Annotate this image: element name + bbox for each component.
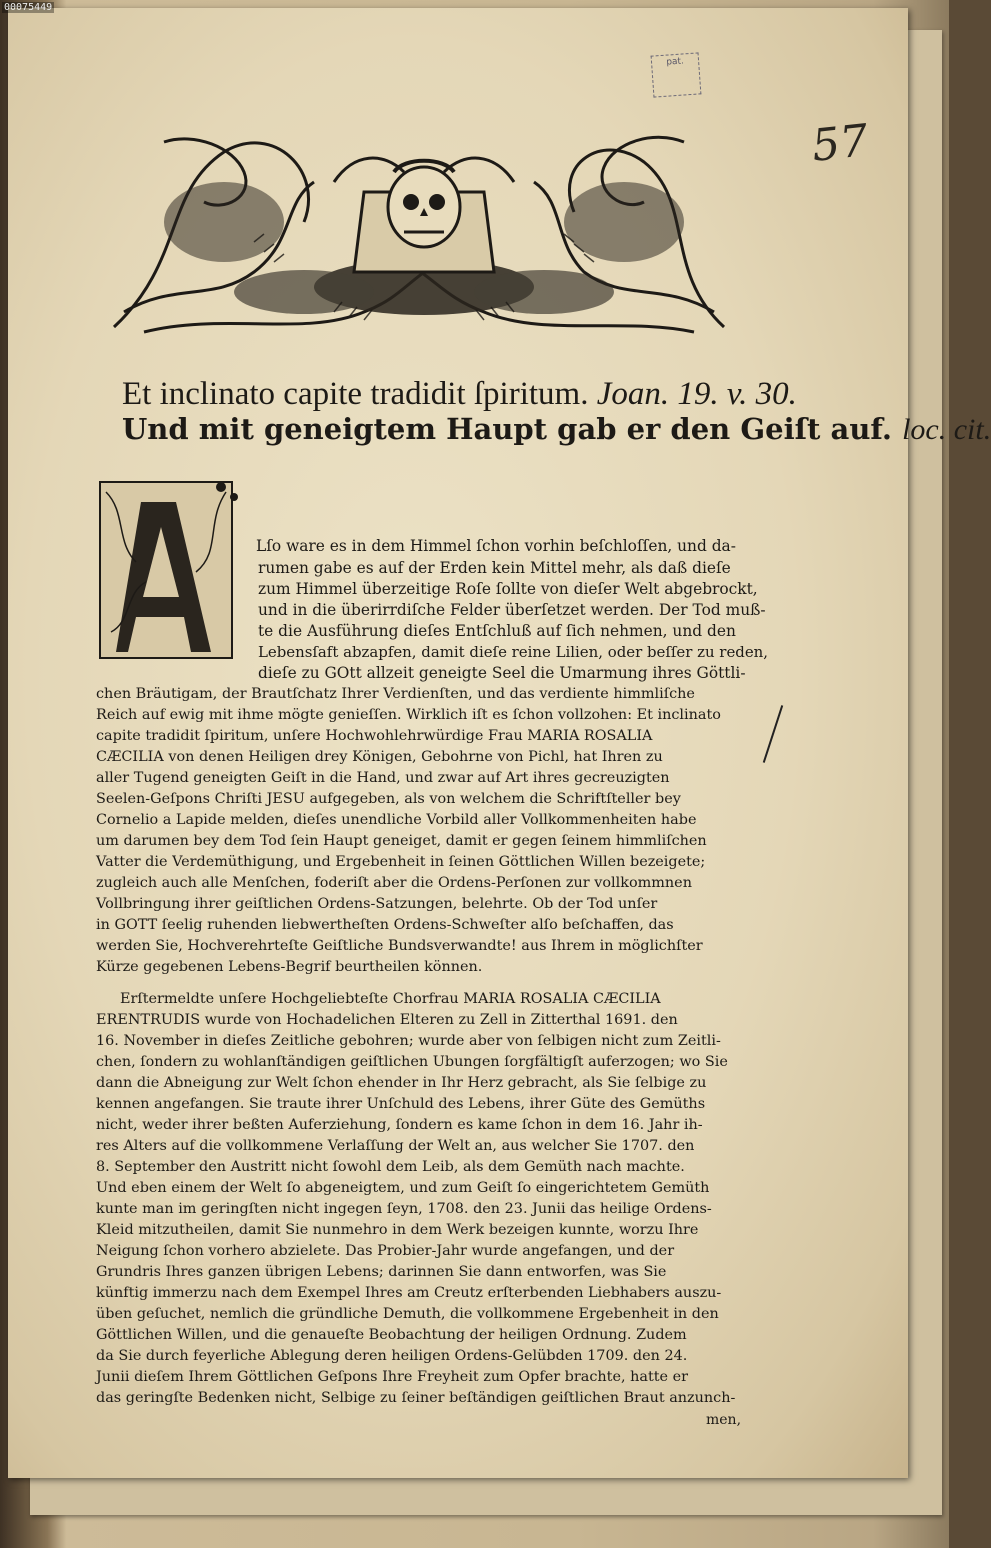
text-line: Junii dieſem Ihrem Göttlichen Geſpons Ihre Freyheit zum Opfer brachte, hatte er bbox=[96, 1369, 689, 1385]
german-reference: loc. cit. bbox=[902, 413, 991, 446]
text-line: Grundris Ihres ganzen übrigen Lebens; darinnen Sie dann entworfen, was Sie bbox=[96, 1264, 667, 1280]
archive-id-label: 00075449 bbox=[4, 2, 53, 13]
text-line: Vatter die Verdemüthigung, und Ergebenheit in ſeinen Göttlichen Willen bezeigete; bbox=[96, 854, 706, 870]
text-line: dieſe zu GOtt allzeit geneigte Seel die Umarmung ihres Göttli- bbox=[258, 664, 746, 682]
text-line: capite tradidit ſpiritum, unſere Hochwohlehrwürdige Frau MARIA ROSALIA bbox=[96, 728, 653, 744]
text-line: um darumen bey dem Tod ſein Haupt geneiget, damit er gegen ſeinem himmliſchen bbox=[96, 833, 707, 849]
text-line: zum Himmel überzeitige Roſe ſollte von dieſer Welt abgebrockt, bbox=[258, 580, 758, 598]
latin-heading-text: Et inclinato capite tradidit ſpiritum. bbox=[122, 376, 589, 412]
text-line: Erſtermeldte unſere Hochgeliebteſte Chorfrau MARIA ROSALIA CÆCILIA bbox=[120, 991, 661, 1007]
text-line: te die Ausführung dieſes Entſchluß auf ſich nehmen, und den bbox=[258, 622, 736, 640]
text-line: künftig immerzu nach dem Exempel Ihres am Creutz erſterbenden Liebhabers auszu- bbox=[96, 1285, 722, 1301]
text-line: Cornelio a Lapide melden, dieſes unendliche Vorbild aller Vollkommenheiten habe bbox=[96, 812, 697, 828]
catchword: men, bbox=[706, 1412, 742, 1428]
text-line: aller Tugend geneigten Geiſt in die Hand, und zwar auf Art ihres gecreuzigten bbox=[96, 770, 670, 786]
text-line: da Sie durch feyerliche Ablegung deren heiligen Ordens-Gelübden 1709. den 24. bbox=[96, 1348, 688, 1364]
text-line: Vollbringung ihrer geiſtlichen Ordens-Satzungen, belehrte. Ob der Tod unſer bbox=[96, 896, 658, 912]
text-line: 8. September den Austritt nicht ſowohl dem Leib, als dem Gemüth nach machte. bbox=[96, 1159, 685, 1175]
german-heading-text: Und mit geneigtem Haupt gab er den Geiſt auf. bbox=[122, 412, 892, 446]
text-line: Seelen-Geſpons Chriſti JESU aufgegeben, als von welchem die Schriftſteller bey bbox=[96, 791, 681, 807]
text-line: Und eben einem der Welt ſo abgeneigtem, und zum Geiſt ſo eingerichtetem Gemüth bbox=[96, 1180, 710, 1196]
text-line: dann die Abneigung zur Welt ſchon ehender in Ihr Herz gebracht, als Sie ſelbige zu bbox=[96, 1075, 707, 1091]
text-line: zugleich auch alle Menſchen, foderiſt aber die Ordens-Perſonen zur vollkommnen bbox=[96, 875, 692, 891]
stamp-text: pat. bbox=[665, 56, 685, 68]
text-line: ERENTRUDIS wurde von Hochadelichen Elteren zu Zell in Zitterthal 1691. den bbox=[96, 1012, 678, 1028]
text-line: 16. November in dieſes Zeitliche gebohren; wurde aber von ſelbigen nicht zum Zeitli- bbox=[96, 1033, 721, 1049]
text-line: kennen angefangen. Sie traute ihrer Unſchuld des Lebens, ihrer Güte des Gemüths bbox=[96, 1096, 706, 1112]
text-line: Lebensſaft abzapfen, damit dieſe reine Lilien, oder beſſer zu reden, bbox=[258, 643, 769, 661]
text-line: CÆCILIA von denen Heiligen drey Königen, Gebohrne von Pichl, hat Ihren zu bbox=[96, 749, 663, 765]
folio-number: 57 bbox=[809, 115, 871, 172]
text-line: werden Sie, Hochverehrteſte Geiſtliche Bundsverwandte! aus Ihrem in möglichſter bbox=[96, 938, 703, 954]
text-line: res Alters auf die vollkommene Verlaſſung der Welt an, aus welcher Sie 1707. den bbox=[96, 1138, 695, 1154]
text-line: kunte man im geringſten nicht ingegen ſeyn, 1708. den 23. Junii das heilige Ordens- bbox=[96, 1201, 712, 1217]
text-line: nicht, weder ihrer beßten Auferziehung, ſondern es kame ſchon in dem 16. Jahr ih- bbox=[96, 1117, 703, 1133]
text-line: in GOTT ſeelig ruhenden liebwertheſten Ordens-Schweſter alſo beſchaffen, das bbox=[96, 917, 674, 933]
text-line: Kleid mitzutheilen, damit Sie nunmehro in dem Werk bezeigen kunnte, worzu Ihre bbox=[96, 1222, 699, 1238]
text-line: Kürze gegebenen Lebens-Begrif beurtheilen können. bbox=[96, 959, 483, 975]
text-line: Neigung ſchon vorhero abzielete. Das Probier-Jahr wurde angefangen, und der bbox=[96, 1243, 675, 1259]
text-line: Göttlichen Willen, und die genaueſte Beobachtung der heiligen Ordnung. Zudem bbox=[96, 1327, 687, 1343]
text-line: Reich auf ewig mit ihme mögte genieſſen. Wirklich iſt es ſchon vollzohen: Et inclinato bbox=[96, 707, 721, 723]
text-line: und in die überirrdiſche Felder überſetzet werden. Der Tod muß- bbox=[258, 601, 766, 619]
text-line: chen Bräutigam, der Brautſchatz Ihrer Verdienſten, und das verdiente himmliſche bbox=[96, 686, 695, 702]
text-line: chen, ſondern zu wohlanſtändigen geiſtlichen Ubungen ſorgfältigſt auferzogen; wo Sie bbox=[96, 1054, 728, 1070]
text-line: rumen gabe es auf der Erden kein Mittel mehr, als daß dieſe bbox=[258, 559, 731, 577]
text-line: üben geſuchet, nemlich die gründliche Demuth, die vollkommene Ergebenheit in den bbox=[96, 1306, 719, 1322]
latin-reference: Joan. 19. v. 30. bbox=[596, 376, 797, 412]
text-line: das geringſte Bedenken nicht, Selbige zu ſeiner beſtändigen geiſtlichen Braut anzunch- bbox=[96, 1390, 736, 1406]
text-line: Lſo ware es in dem Himmel ſchon vorhin beſchloſſen, und da- bbox=[256, 537, 736, 555]
